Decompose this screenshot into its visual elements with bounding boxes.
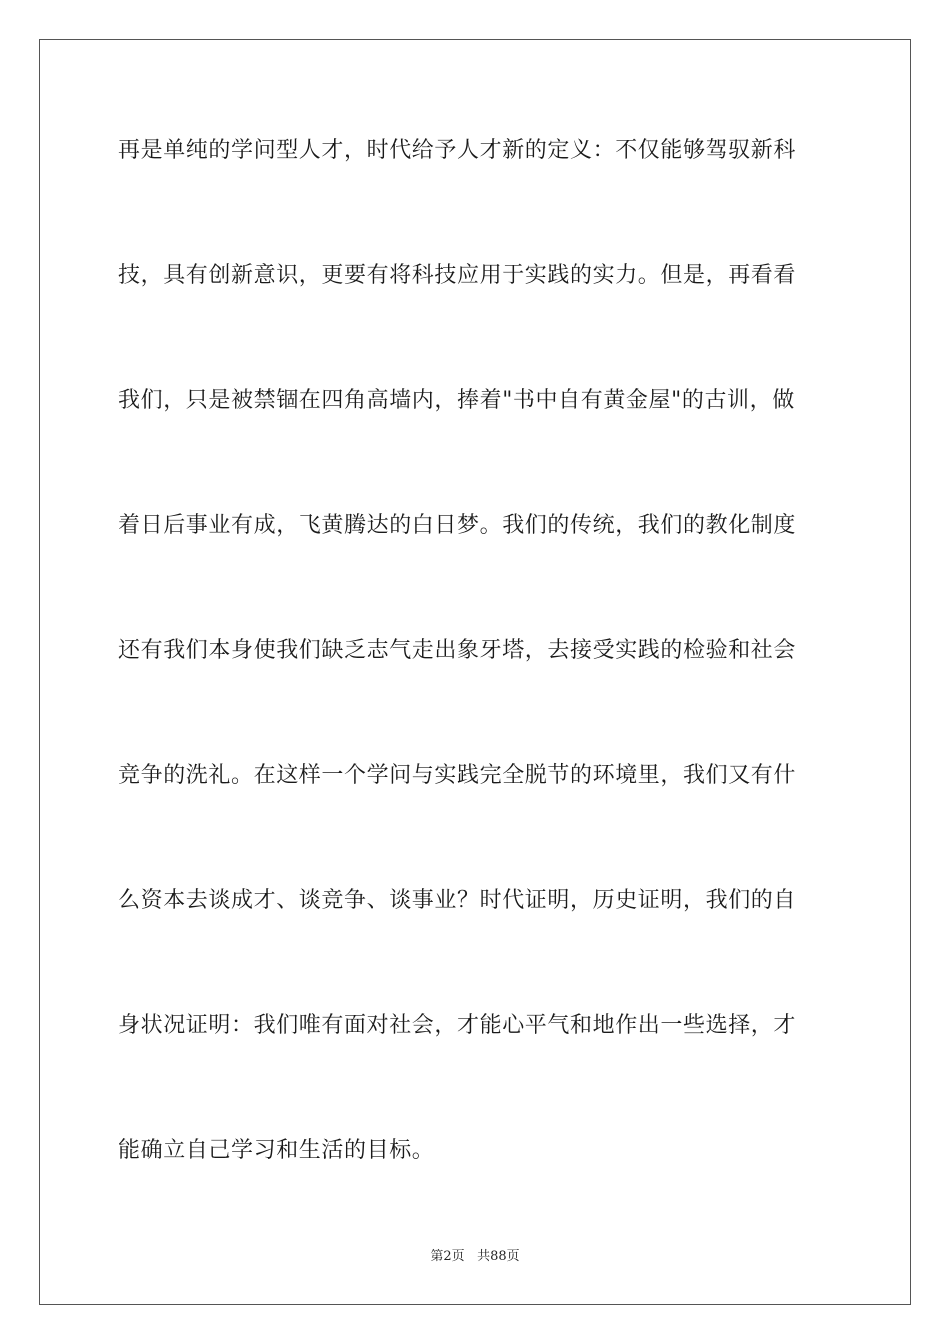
page-number: 第2页 [430, 1249, 465, 1264]
text-line: 身状况证明：我们唯有面对社会，才能心平气和地作出一些选择，才 [118, 1013, 797, 1038]
text-line: 我们，只是被禁锢在四角高墙内，捧着"书中自有黄金屋"的古训，做 [118, 388, 795, 413]
text-line: 着日后事业有成，飞黄腾达的白日梦。我们的传统，我们的教化制度 [118, 513, 797, 538]
text-line: 还有我们本身使我们缺乏志气走出象牙塔，去接受实践的检验和社会 [118, 638, 797, 663]
text-line: 能确立自己学习和生活的目标。 [118, 1138, 435, 1163]
text-line: 技，具有创新意识，更要有将科技应用于实践的实力。但是，再看看 [118, 263, 797, 288]
text-line: 再是单纯的学问型人才，时代给予人才新的定义：不仅能够驾驭新科 [118, 138, 797, 163]
page-total: 共88页 [477, 1249, 520, 1264]
page-frame [39, 39, 911, 1305]
text-line: 么资本去谈成才、谈竞争、谈事业？时代证明，历史证明，我们的自 [118, 888, 797, 913]
text-line: 竞争的洗礼。在这样一个学问与实践完全脱节的环境里，我们又有什 [118, 763, 797, 788]
page-footer [0, 1248, 950, 1266]
